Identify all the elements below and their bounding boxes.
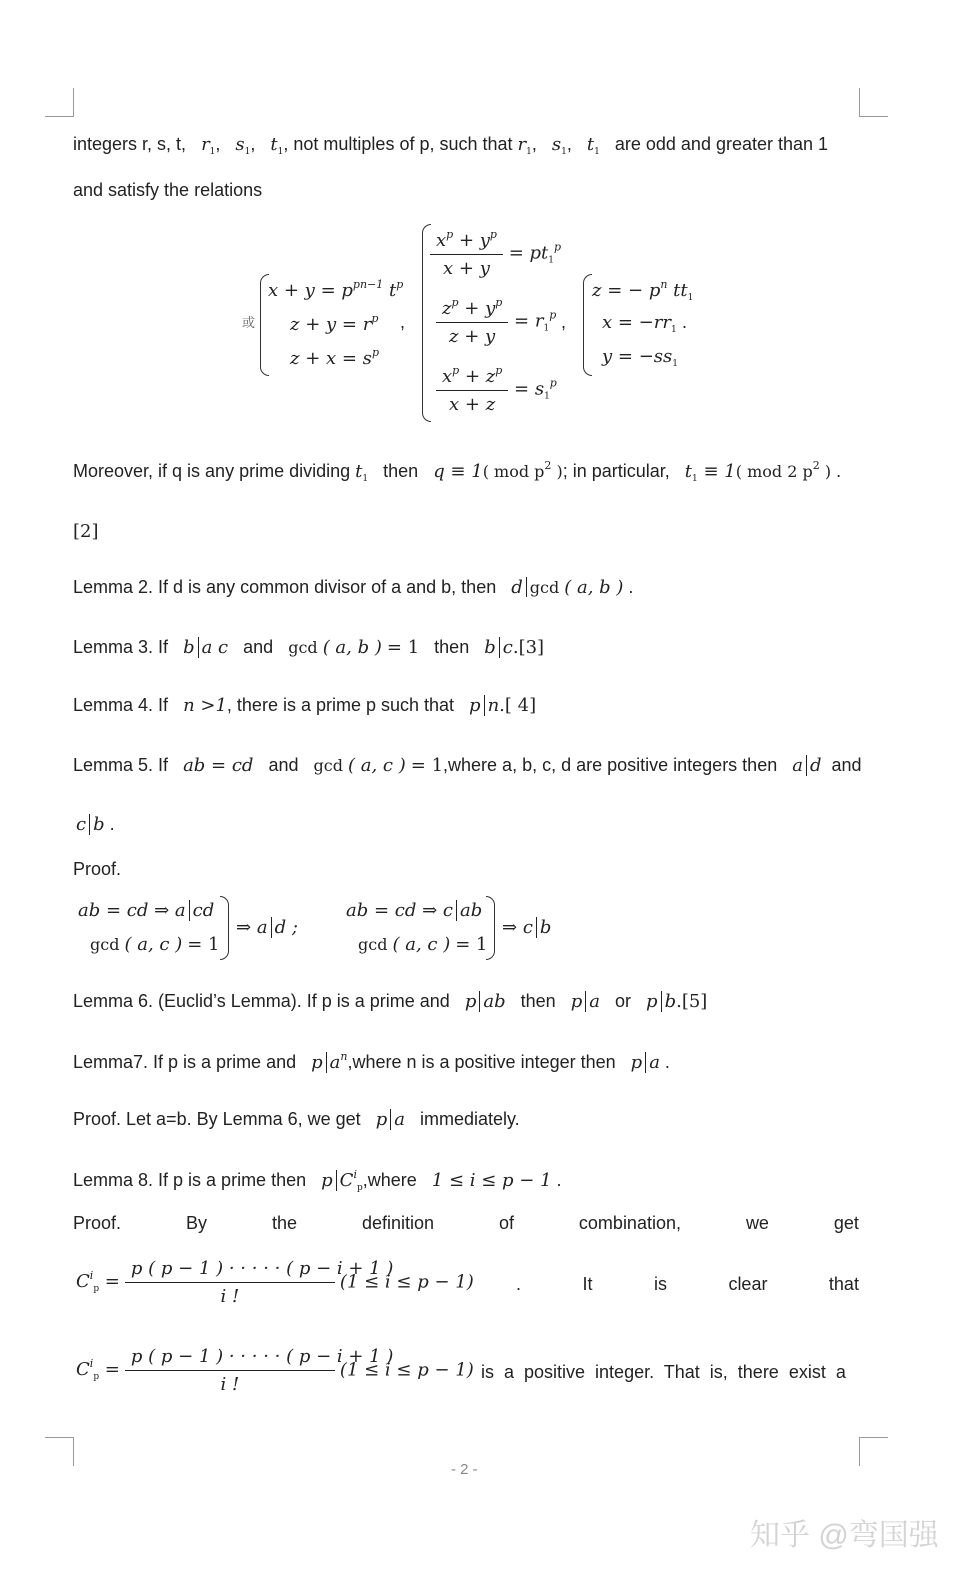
lemma-7: Lemma7. If p is a prime and p $a^n,where$ n is a positive integer then p a . — [73, 1050, 670, 1073]
proof-5-label: Proof. — [73, 859, 122, 879]
lemma-3: Lemma 3. If b a c and gcd ( a, b ) = 1 then b c.[3] — [73, 637, 545, 658]
math-t1: $t_1$ — [270, 134, 284, 157]
reference-2: [2] — [73, 521, 99, 542]
system-left-2: $z + y = r^p$ — [290, 312, 379, 335]
moreover-paragraph: Moreover, if q is any prime dividing $t_1$ then q ≡ 1( mod $p^2$ ); in particular, $t_1 \equiv 1$( mod 2 $p^2$ ) . — [73, 459, 842, 484]
binomial-formula-1: $C^i_p$ = $\frac{p ( p - 1 ) \cdot \cdot \cdot \cdot \cdot ( p - i + 1 )}{i !}$ (1 ≤ i ≤ p − 1) — [76, 1258, 474, 1307]
intro-line-1: integers r, s, t, $r_1$, $s_1$, $t_1$, not multiples of p, such that $r_1$, $s_1$, $t_1$ are odd and greater than 1 — [73, 134, 829, 157]
proof-7: Proof. Let a=b. By Lemma 6, we get p a immediately. — [73, 1109, 520, 1130]
proof-8-tail-2: is a positive integer. That is, there exist a — [481, 1362, 846, 1382]
system-mid-1: $\frac{x^p + y^p}{x + y}$ = $pt_1^p$ — [430, 228, 561, 279]
lemma-8: Lemma 8. If p is a prime then p $C^i_p,where$ 1 ≤ i ≤ p − 1 . — [73, 1168, 562, 1193]
watermark: 知乎 @弯国强 — [750, 1519, 939, 1552]
system-right-3: $y = -ss_1$ — [602, 346, 678, 369]
lemma-2: Lemma 2. If d is any common divisor of a and b, then d gcd ( a, b ) . — [73, 577, 634, 598]
corner-mark-top-right — [859, 88, 888, 117]
right-brace — [583, 274, 592, 376]
lemma-6: Lemma 6. (Euclid’s Lemma). If p is a prime and p ab then p a or p b.[5] — [73, 991, 708, 1012]
math-s1: $s_1$ — [235, 134, 251, 157]
proof-8-line-1: Proof. By the definition of combination, we get — [73, 1213, 859, 1233]
lemma-5: Lemma 5. If ab = cd and gcd ( a, c ) = 1,where a, b, c, d are positive integers then a d and — [73, 755, 862, 776]
intro-line-2: and satisfy the relations — [73, 180, 263, 200]
corner-mark-bottom-right — [859, 1437, 888, 1466]
system-left-1: $x + y = p^{pn-1}$ $t^p$ — [268, 278, 404, 301]
proof-8-tail-1: . It is clear that — [516, 1274, 859, 1294]
lemma-4: Lemma 4. If n >1, there is a prime p such that p n.[ 4] — [73, 695, 537, 716]
system-right-1: z = − $p^n$ $tt_1$ — [592, 278, 694, 303]
binomial-formula-2: $C^i_p$ = $\frac{p ( p - 1 ) \cdot \cdot \cdot \cdot \cdot ( p - i + 1 )}{i !}$ (1 ≤ i ≤ p − 1) — [76, 1346, 474, 1395]
corner-mark-top-left — [45, 88, 74, 117]
page-number: - 2 - — [451, 1461, 478, 1478]
system-mid-2: $\frac{z^p + y^p}{z + y}$ = $r_1^p$ — [436, 296, 556, 347]
system-mid-3: $\frac{x^p + z^p}{x + z}$ = $s_1^p$ — [436, 364, 557, 415]
lemma-5-cont: c b . — [76, 814, 115, 835]
math-r1: $r_1$ — [201, 134, 216, 157]
system-right-2: $x = -rr_1$ — [602, 312, 677, 335]
system-left-3: $z + x = s^p$ — [290, 346, 379, 369]
corner-mark-bottom-left — [45, 1437, 74, 1466]
system-marker: 或 — [242, 315, 256, 330]
